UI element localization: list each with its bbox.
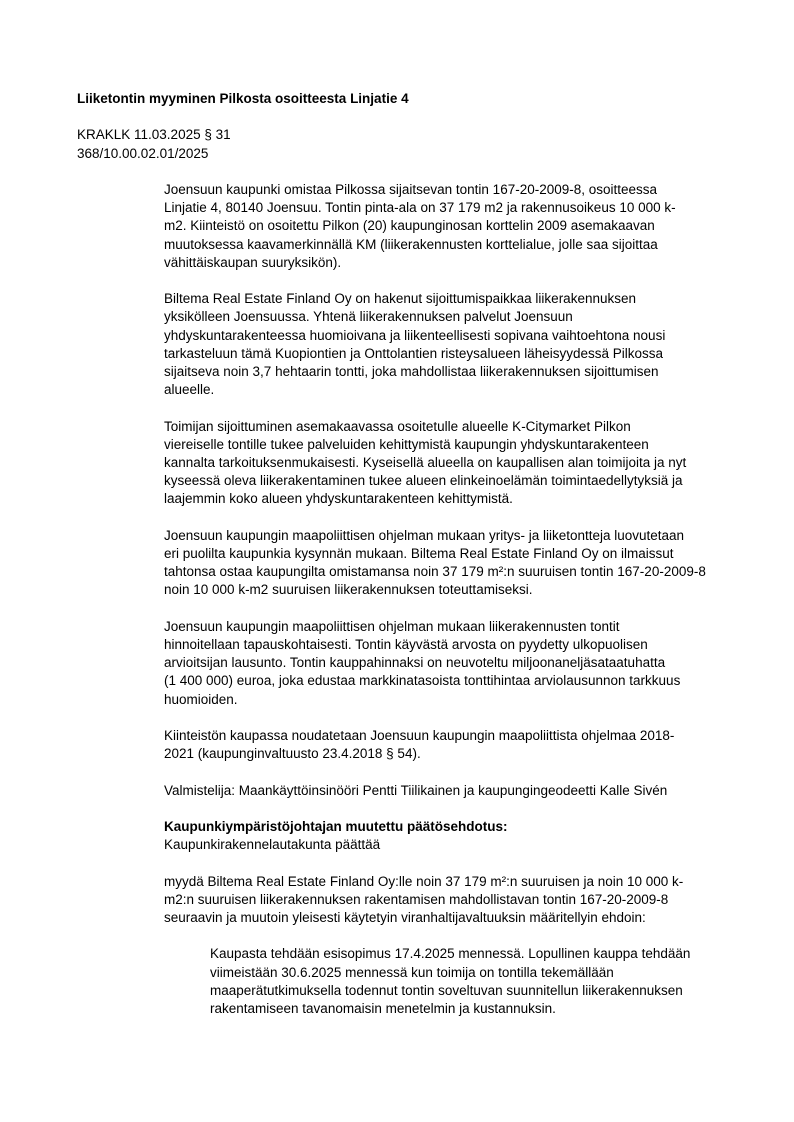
paragraph-pricing [164,618,730,709]
paragraph-sale-conditions [210,945,730,1018]
text-line: Kiinteistön kaupassa noudatetaan Joensuun kaupungin maapoliittista ohjelmaa 2018- [164,728,675,744]
text-line: m2. Kiinteistö on osoitettu Pilkon (20) kaupunginosan korttelin 2009 asemakaavan [164,218,655,234]
text-line: viereiselle tontille tukee palveluiden kehittymistä kaupungin yhdyskuntarakenteen [164,436,649,452]
text-line: Biltema Real Estate Finland Oy on hakenut sijoittumispaikkaa liikerakennuksen [164,291,636,307]
text-line: yksikölleen Joensuussa. Yhtenä liikerakennuksen palvelut Joensuun [164,309,573,325]
text-line: arvioitsijan lausunto. Tontin kauppahinnaksi on neuvoteltu miljoonaneljäsataatuhatta [164,655,666,671]
text-line: rakentamiseen tavanomaisin menetelmin ja kustannuksin. [210,1001,556,1016]
paragraph-plot-description [164,181,730,272]
text-line: Joensuun kaupunki omistaa Pilkossa sijaitsevan tontin 167-20-2009-8, osoitteessa [164,182,658,197]
text-line: Joensuun kaupungin maapoliittisen ohjelman mukaan yritys- ja liiketontteja luovutetaan [164,527,685,543]
paragraph-location-rationale [164,418,730,509]
text-line: tarkasteluun tämä Kuopiontien ja Onttolantien risteysalueen läheisyydessä Pilkossa [164,345,664,361]
text-line: Kaupasta tehdään esisopimus 17.4.2025 mennessä. Lopullinen kauppa tehdään [210,946,691,962]
document-title: Liiketontin myyminen Pilkosta osoitteesta Linjatie 4 [77,91,409,106]
text-line: 2021 (kaupunginvaltuusto 23.4.2018 § 54). [164,746,421,762]
text-line: eri puolilta kaupunkia kysynnän mukaan. Biltema Real Estate Finland Oy on ilmaissut [164,546,674,562]
text-line: tahtonsa ostaa kaupungilta omistamansa noin 37 179 m²:n suuruisen tontin 167-20-2009-8 [164,564,706,580]
text-line: sijaitseva noin 3,7 hehtaarin tontti, joka mahdollistaa liikerakennuksen sijoittumisen [164,364,659,380]
text-line: myydä Biltema Real Estate Finland Oy:lle noin 37 179 m²:n suuruisen ja noin 10 000 k- [164,873,684,889]
paragraph-preparer [164,782,730,800]
meeting-reference: KRAKLK 11.03.2025 § 31 [77,127,231,142]
paragraph-buyer-background [164,290,730,399]
text-line: laajemmin koko alueen yhdyskuntarakenteen kehittymistä. [164,491,513,507]
proposal-header-block [164,818,730,854]
text-line: Toimijan sijoittuminen asemakaavassa osoitetulle alueelle K-Citymarket Pilkon [164,418,631,434]
text-line: muutoksessa kaavamerkinnällä KM (liikerakennusten korttelialue, jolle saa sijoittaa [164,236,658,252]
text-line: m2:n suuruisen liikerakennuksen rakentamisen mahdollistavan tontin 167-20-2009-8 [164,891,669,907]
paragraph-policy-compliance [164,727,730,763]
text-line: huomioiden. [164,691,238,707]
text-line: alueelle. [164,382,215,398]
paragraph-sale-decision [164,873,730,928]
text-line: kannalta tarkoituksenmukaisesti. Kyseisellä alueella on kaupallisen alan toimijoita ja nyt [164,455,687,471]
text-line: seuraavin ja muutoin yleisesti käytetyin viranhaltijavaltuuksin määritellyin ehdoin: [164,910,646,925]
text-line: Linjatie 4, 80140 Joensuu. Tontin pinta-ala on 37 179 m2 ja rakennusoikeus 10 000 k- [164,200,676,216]
text-line: kyseessä oleva liikerakentaminen tukee alueen elinkeinoelämän toimintaedellytyksiä ja [164,473,683,489]
decision-line: Kaupunkirakennelautakunta päättää [164,837,381,853]
text-line: vähittäiskaupan suuryksikön). [164,254,342,270]
text-line: hinnoitellaan tapauskohtaisesti. Tontin käyvästä arvosta on pyydetty ulkopuolisen [164,637,648,653]
text-line: noin 10 000 k-m2 suuruisen liikerakennuksen toteuttamiseksi. [164,582,533,598]
paragraph-land-policy [164,527,730,600]
text-line: Valmistelija: Maankäyttöinsinööri Pentti Tiilikainen ja kaupungingeodeetti Kalle Sivén [164,782,668,798]
text-line: maaperätutkimuksella todennut tontin soveltuvan suunnitellun liikerakennuksen [210,982,683,998]
text-line: (1 400 000) euroa, joka edustaa markkinatasoista tonttihintaa arviolausunnon tarkkuus [164,673,681,689]
text-line: Joensuun kaupungin maapoliittisen ohjelman mukaan liikerakennusten tontit [164,618,620,634]
text-line: yhdyskuntarakenteessa huomioivana ja liikenteellisesti sopivana vaihtoehtona nousi [164,327,666,343]
record-number: 368/10.00.02.01/2025 [77,146,209,161]
text-line: viimeistään 30.6.2025 mennessä kun toimija on tontilla tekemällään [210,964,614,980]
document-body [164,181,730,1018]
proposal-heading: Kaupunkiympäristöjohtajan muutettu päätösehdotus: [164,819,508,834]
